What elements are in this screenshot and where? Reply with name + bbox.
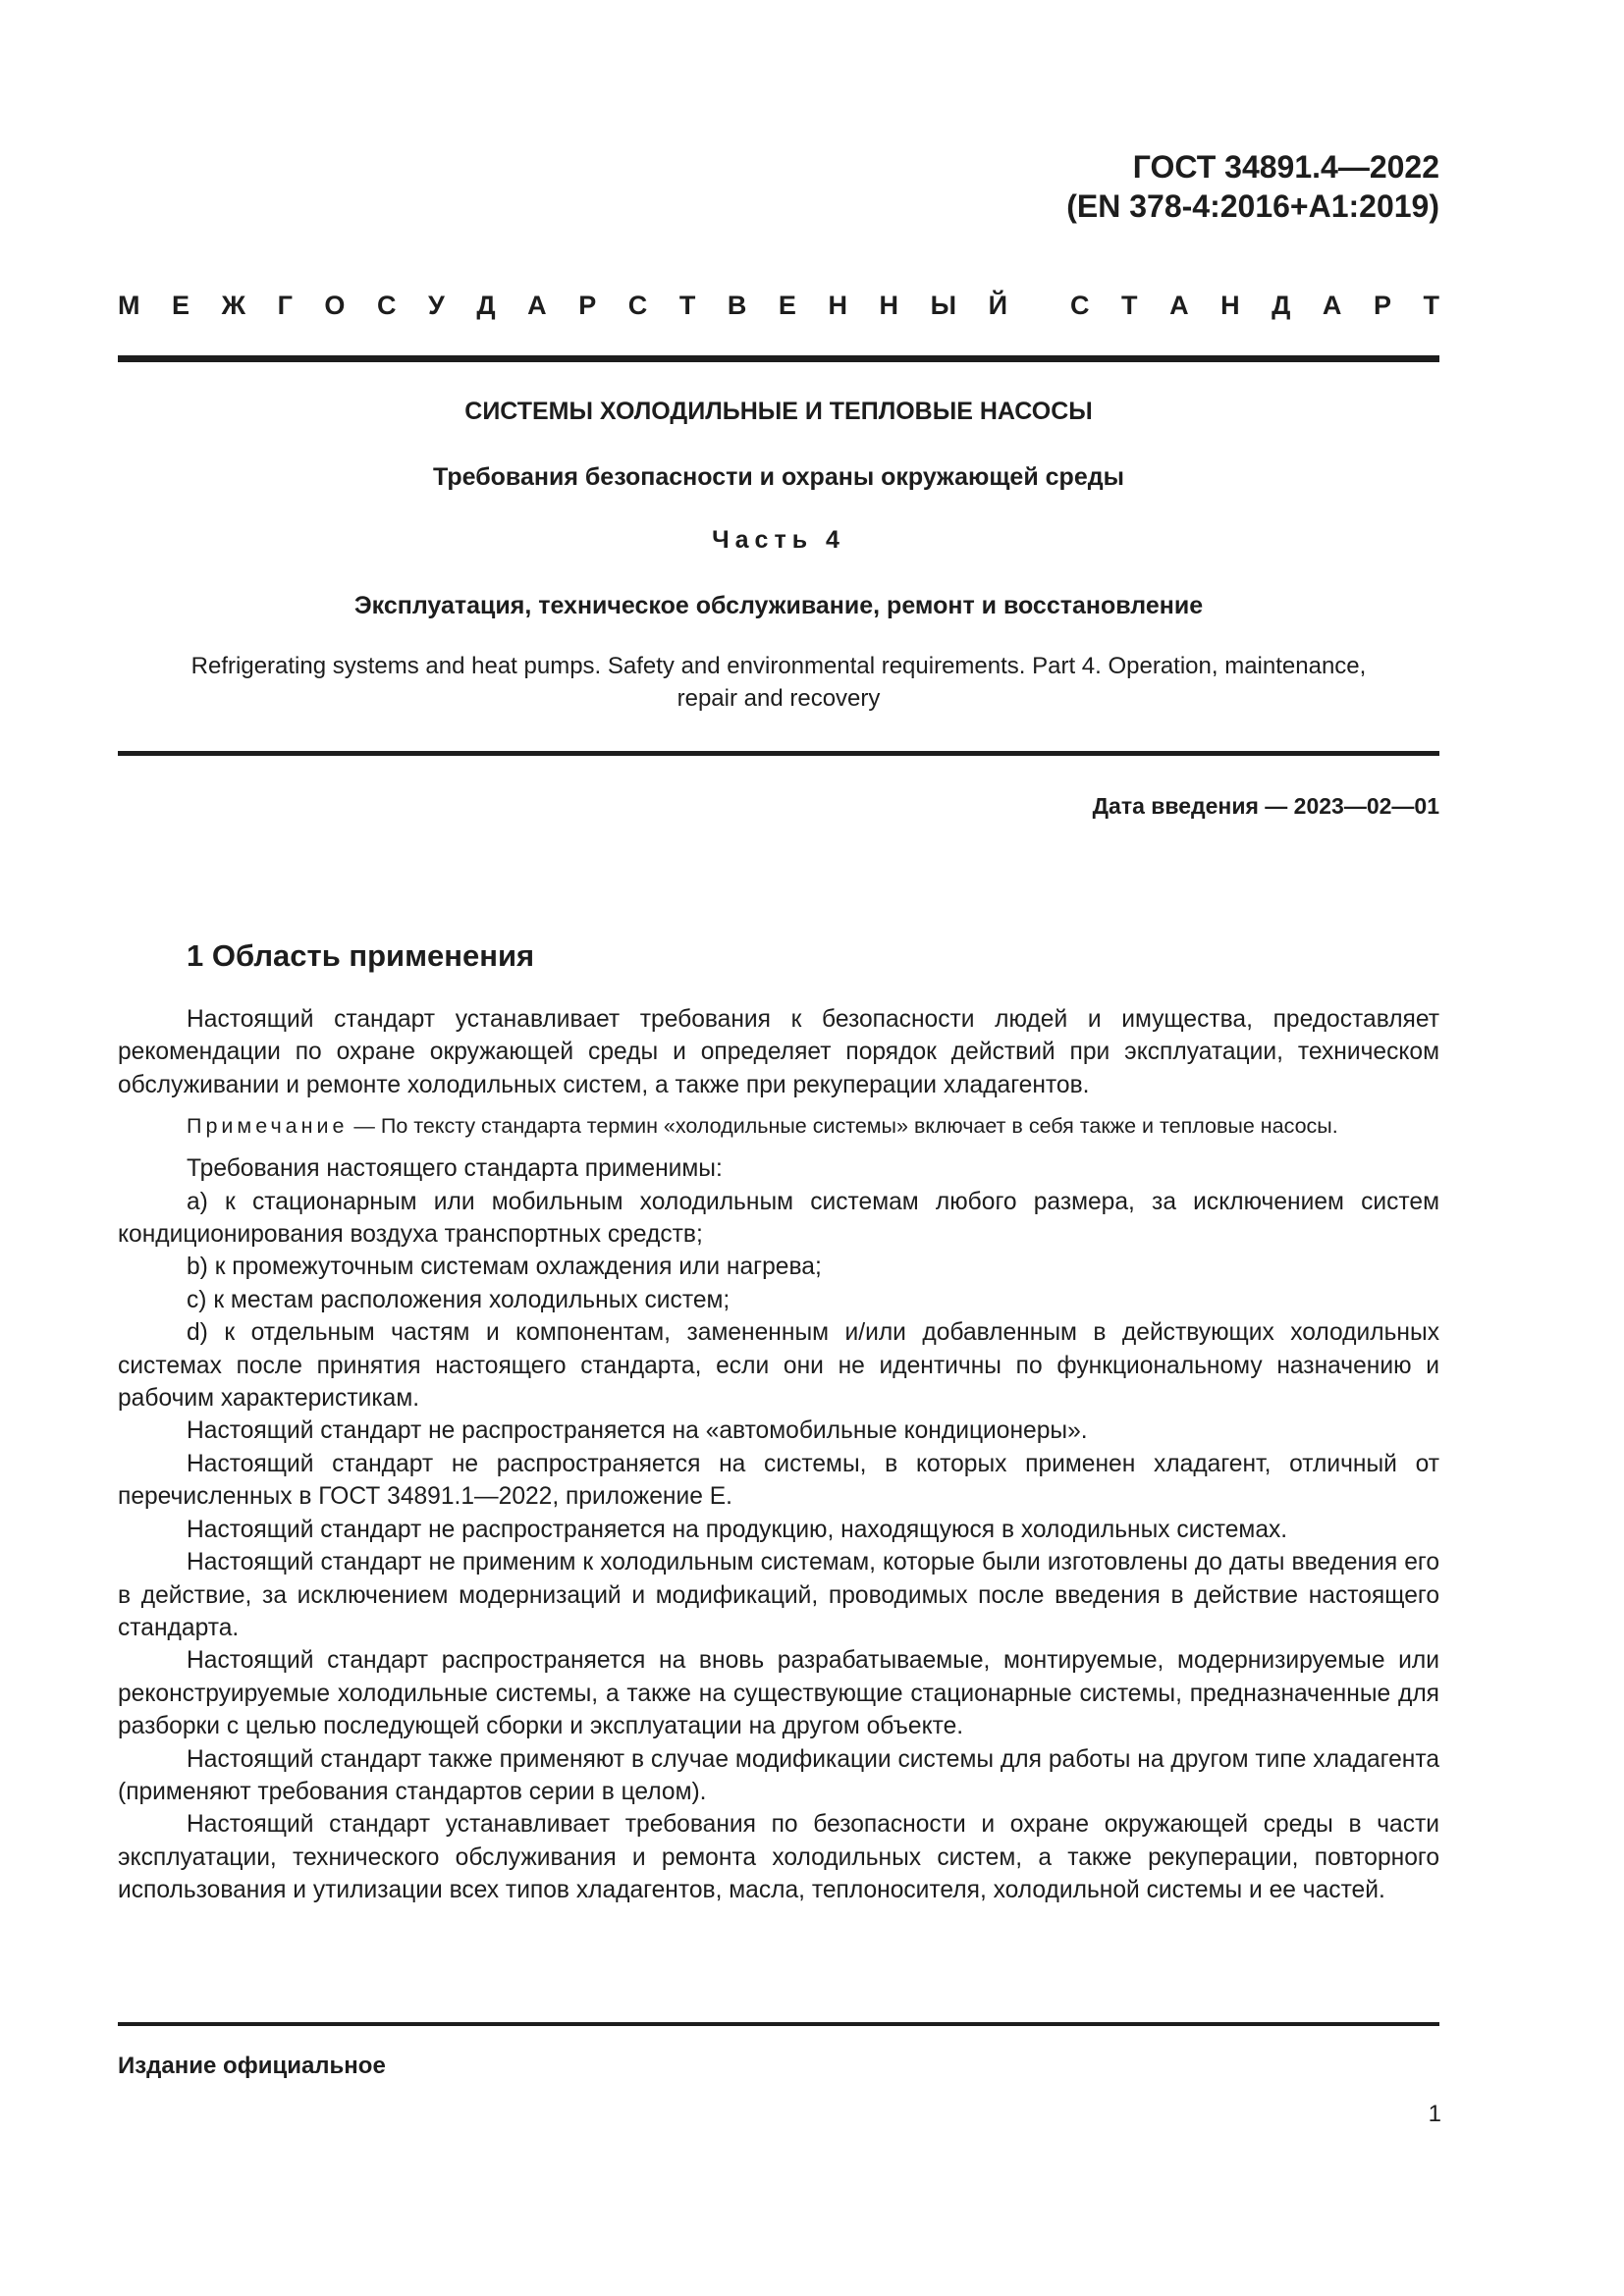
list-item: b) к промежуточным системам охлаждения или нагрева; [187, 1254, 822, 1281]
banner-letter: Г [277, 291, 293, 320]
banner-letter: Д [1272, 291, 1291, 320]
footer-divider [118, 2022, 1439, 2026]
paragraph: Настоящий стандарт не применим к холодильным системам, которые были изготовлены до даты введения его в действие, за исключением модернизаций и модификаций, проводимых после введения в действие настоящего стандарта. [118, 1549, 1439, 1641]
banner-letter: Ж [221, 291, 246, 320]
banner-letter: Д [476, 291, 496, 320]
standard-equivalent: (EN 378-4:2016+A1:2019) [1066, 188, 1439, 224]
header-divider [118, 355, 1439, 362]
list-item: а) к стационарным или мобильным холодильным системам любого размера, за исключением систем кондиционирования воздуха транспортных средств; [118, 1188, 1439, 1249]
paragraph: Требования настоящего стандарта применимы: [187, 1155, 723, 1183]
paragraph: Настоящий стандарт не распространяется на «автомобильные кондиционеры». [187, 1417, 1088, 1445]
note-text: — По тексту стандарта термин «холодильные системы» включает в себя также и тепловые насосы. [348, 1114, 1338, 1139]
title-subject: Эксплуатация, техническое обслуживание, ремонт и восстановление [353, 592, 1204, 619]
banner-letter: Т [678, 291, 696, 320]
banner-letter: У [428, 291, 445, 320]
title-english-line: Refrigerating systems and heat pumps. Safety and environmental requirements. Part 4. Operation, maintenance, [190, 653, 1367, 679]
section-title: 1 Область применения [187, 938, 535, 973]
note-paragraph [118, 1111, 1439, 1141]
banner-letter: М [118, 291, 140, 320]
banner-word-interstate [118, 291, 1007, 321]
banner-letter: А [1169, 291, 1189, 320]
banner-letter: О [324, 291, 346, 320]
title-english [118, 650, 1439, 715]
banner-letter: Е [778, 291, 796, 320]
banner-letter: С [627, 291, 648, 320]
banner-letter: Е [172, 291, 190, 320]
banner-letter: Н [879, 291, 899, 320]
banner-letter: С [376, 291, 397, 320]
banner-word-standard [1070, 291, 1439, 321]
paragraph: Настоящий стандарт также применяют в случае модификации системы для работы на другом типе хладагента (применяют требования стандартов серии в целом). [118, 1745, 1439, 1805]
banner-letter: Ы [930, 291, 957, 320]
page-number: 1 [1428, 2101, 1441, 2127]
paragraph: Настоящий стандарт устанавливает требования к безопасности людей и имущества, предоставляет рекомендации по охране окружающей среды и определяет порядок действий при эксплуатации, техническом обслуживании и ремонте холодильных систем, а также при рекуперации хладагентов. [118, 1006, 1439, 1098]
standard-number-block [1066, 147, 1439, 226]
title-english-line: repair and recovery [677, 685, 881, 712]
list-item: d) к отдельным частям и компонентам, замененным и/или добавленным в действующих холодильных системах после принятия настоящего стандарта, если они не идентичны по функциональному назначению и рабочим характеристикам. [118, 1319, 1439, 1413]
banner-letter: Р [578, 291, 597, 320]
paragraph: Настоящий стандарт распространяется на вновь разрабатываемые, монтируемые, модернизируемые или реконструируемые холодильные системы, а также на существующие стационарные системы, предназначенные для разборки с целью последующей сборки и эксплуатации на другом объекте. [118, 1647, 1439, 1740]
title-part: Часть 4 [712, 526, 845, 554]
banner-letter: Н [1220, 291, 1240, 320]
introduction-date: Дата введения — 2023—02—01 [1092, 793, 1439, 819]
banner-letter: Т [1121, 291, 1138, 320]
title-main: СИСТЕМЫ ХОЛОДИЛЬНЫЕ И ТЕПЛОВЫЕ НАСОСЫ [464, 398, 1093, 425]
paragraph: Настоящий стандарт не распространяется на продукцию, находящуюся в холодильных системах. [187, 1516, 1288, 1543]
banner-letter: А [1322, 291, 1342, 320]
banner-letter: Р [1373, 291, 1391, 320]
paragraph: Настоящий стандарт устанавливает требования по безопасности и охране окружающей среды в части эксплуатации, технического обслуживания и ремонта холодильных систем, а также рекуперации, повторного использования и утилизации всех типов хладагентов, масла, теплоносителя, холодильной системы и ее частей. [118, 1811, 1439, 1904]
banner-letter: Й [988, 291, 1007, 320]
banner-letter: А [527, 291, 547, 320]
title-subtitle: Требования безопасности и охраны окружающей среды [433, 463, 1124, 491]
section-body [118, 1003, 1439, 1907]
banner-letter: В [727, 291, 747, 320]
banner-letter: Н [828, 291, 847, 320]
banner-letter: С [1070, 291, 1090, 320]
standard-number: ГОСТ 34891.4—2022 [1132, 149, 1439, 185]
list-item: с) к местам расположения холодильных систем; [187, 1286, 731, 1313]
title-divider [118, 751, 1439, 756]
paragraph: Настоящий стандарт не распространяется на системы, в которых применен хладагент, отличный от перечисленных в ГОСТ 34891.1—2022, приложение Е. [118, 1450, 1439, 1511]
edition-label: Издание официальное [118, 2053, 386, 2079]
interstate-standard-banner [118, 291, 1439, 321]
banner-letter: Т [1423, 291, 1439, 320]
note-label: Примечание [187, 1114, 349, 1139]
